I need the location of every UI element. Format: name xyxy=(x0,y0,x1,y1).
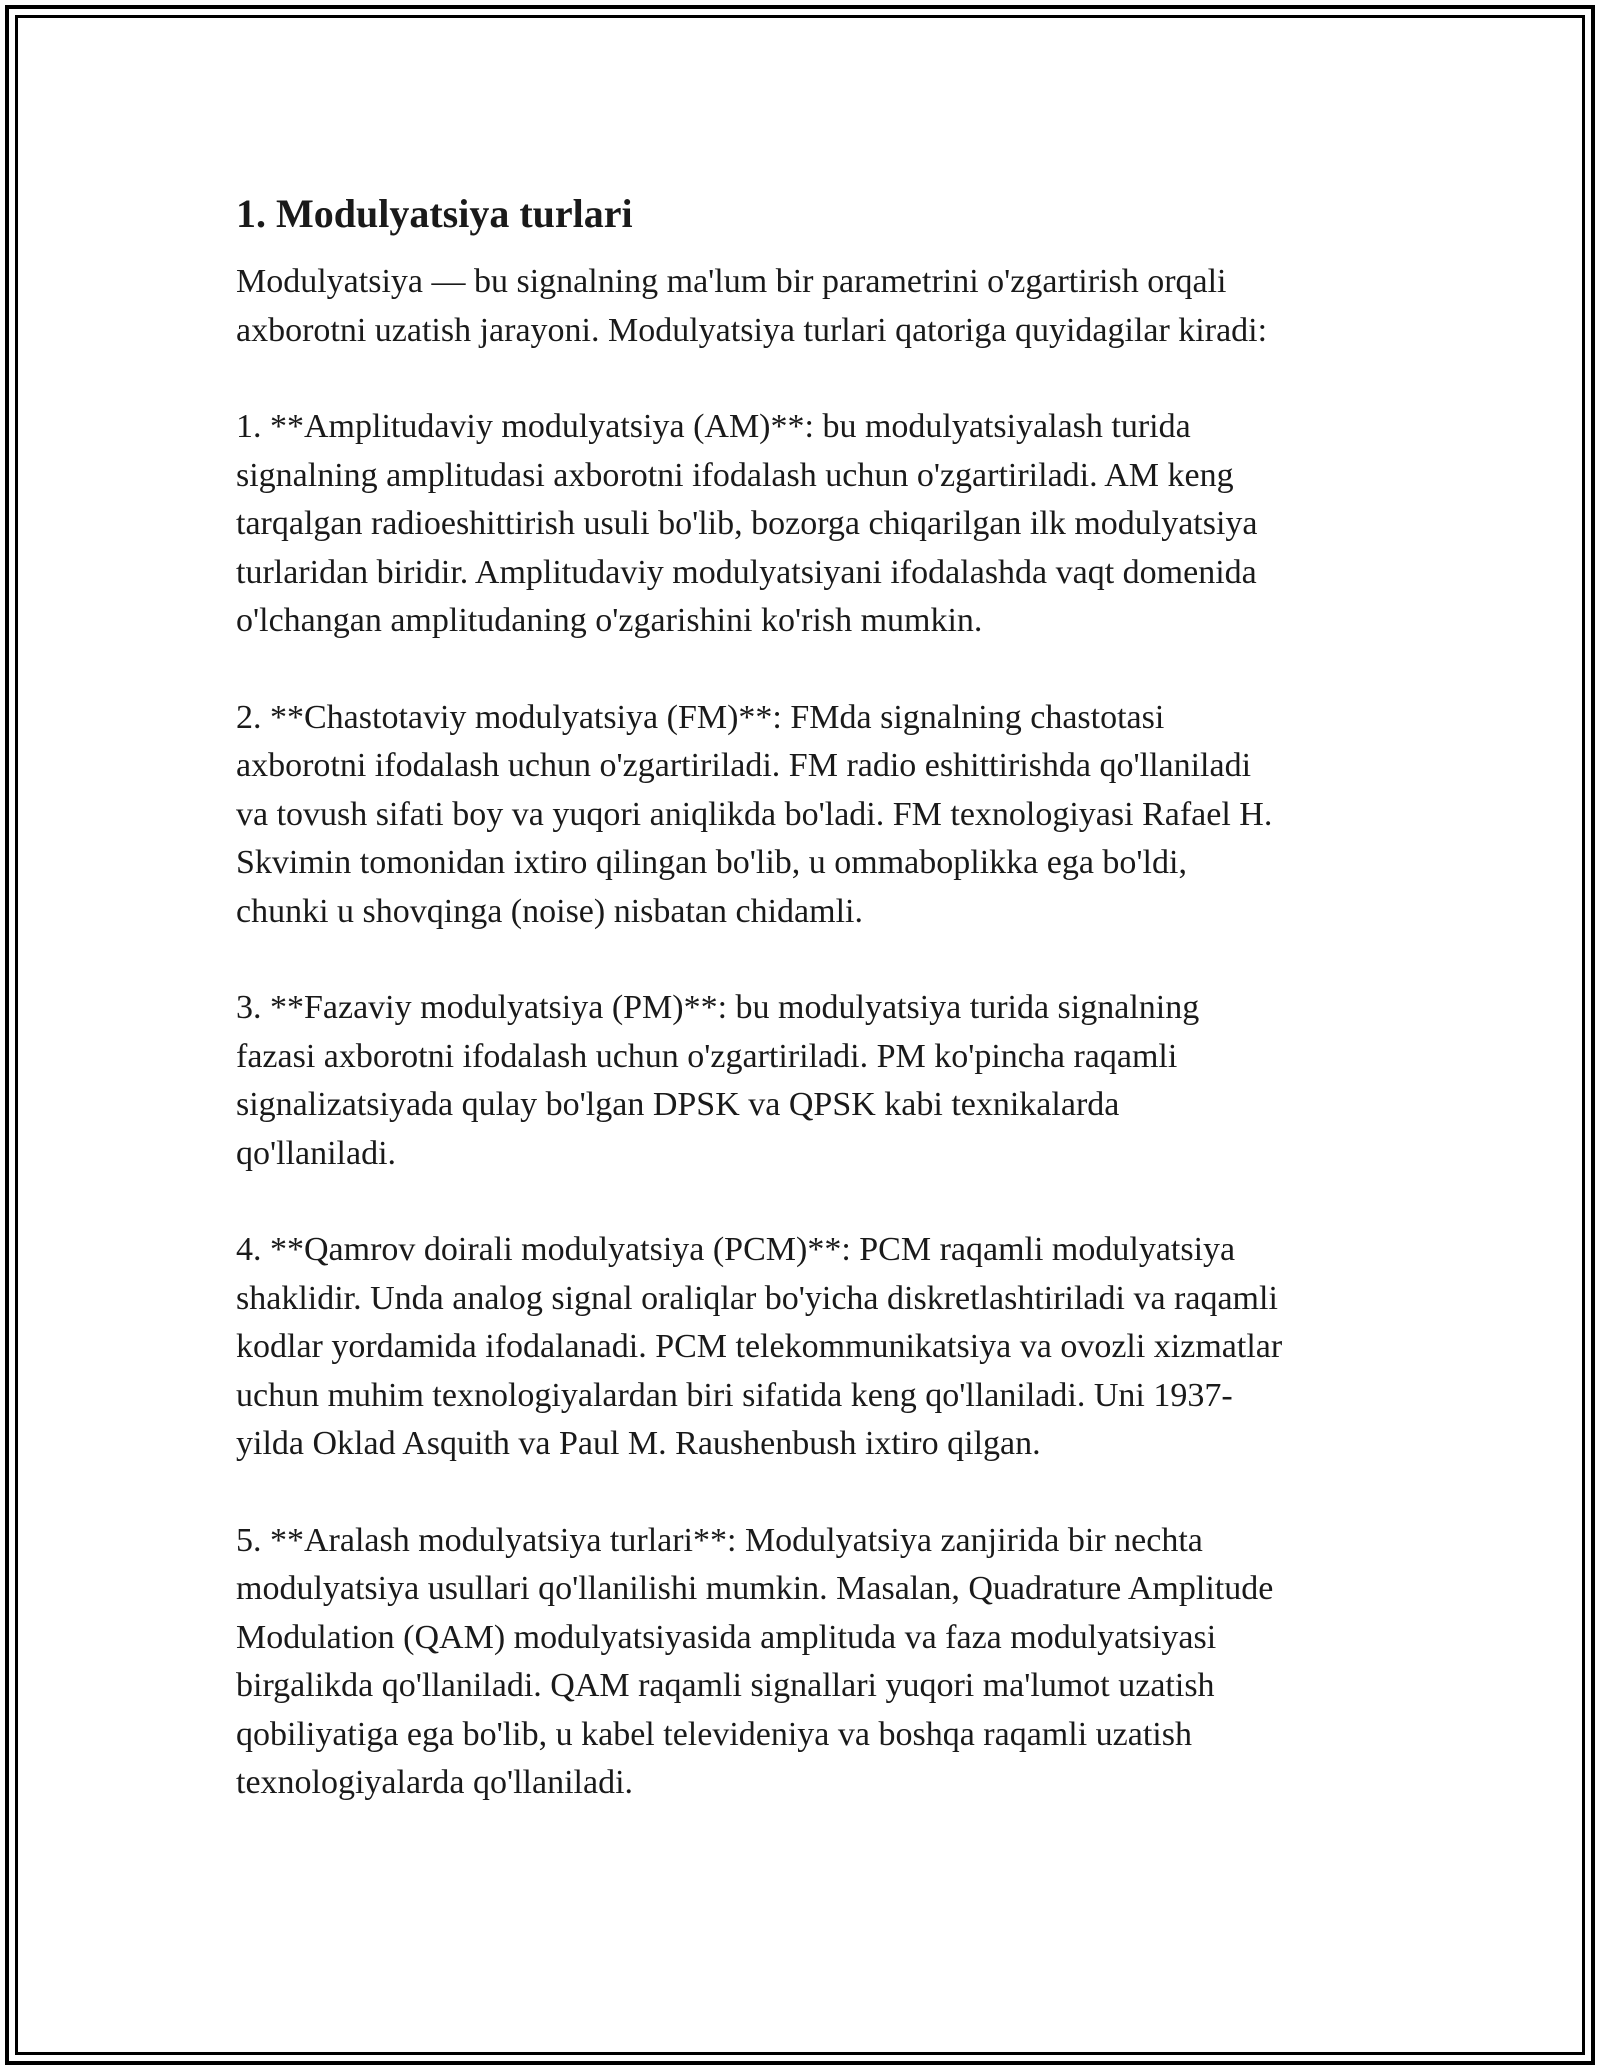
intro-paragraph: Modulyatsiya — bu signalning ma'lum bir parametrini o'zgartirish orqali axborotni uzatish jarayoni. Modulyatsiya turlari qatoriga quyidagilar kiradi: xyxy=(236,263,1268,349)
list-item-pm: 3. **Fazaviy modulyatsiya (PM)**: bu modulyatsiya turida signalning fazasi axborotni ifodalash uchun o'zgartiriladi. PM ko'pincha raqamli signalizatsiyada qulay bo'lgan DPSK va QPSK kabi texnikalarda qo'llaniladi. xyxy=(236,989,1200,1172)
document-body xyxy=(236,188,1366,1808)
list-item-am: 1. **Amplitudaviy modulyatsiya (AM)**: bu modulyatsiyalash turida signalning amplitudasi axborotni ifodalash uchun o'zgartiriladi. AM keng tarqalgan radioeshittirish usuli bo'lib, bozorga chiqarilgan ilk modulyatsiya turlaridan biridir. Amplitudaviy modulyatsiyani ifodalashda vaqt domenida o'lchangan amplitudaning o'zgarishini ko'rish mumkin. xyxy=(236,408,1258,639)
list-item-mixed: 5. **Aralash modulyatsiya turlari**: Modulyatsiya zanjirida bir nechta modulyatsiya usullari qo'llanilishi mumkin. Masalan, Quadrature Amplitude Modulation (QAM) modulyatsiyasida amplituda va faza modulyatsiyasi birgalikda qo'llaniladi. QAM raqamli signallari yuqori ma'lumot uzatish qobiliyatiga ega bo'lib, u kabel televideniya va boshqa raqamli uzatish texnologiyalarda qo'llaniladi. xyxy=(236,1521,1274,1801)
list-item-fm: 2. **Chastotaviy modulyatsiya (FM)**: FMda signalning chastotasi axborotni ifodalash uchun o'zgartiriladi. FM radio eshittirishda qo'llaniladi va tovush sifati boy va yuqori aniqlikda bo'ladi. FM texnologiyasi Rafael H. Skvimin tomonidan ixtiro qilingan bo'lib, u ommaboplikka ega bo'ldi, chunki u shovqinga (noise) nisbatan chidamli. xyxy=(236,698,1273,930)
list-item-pcm: 4. **Qamrov doirali modulyatsiya (PCM)**: PCM raqamli modulyatsiya shaklidir. Unda analog signal oraliqlar bo'yicha diskretlashtiriladi va raqamli kodlar yordamida ifodalanadi. PCM telekommunikatsiya va ovozli xizmatlar uchun muhim texnologiyalardan biri sifatida keng qo'llaniladi. Uni 1937- yilda Oklad Asquith va Paul M. Raushenbush ixtiro qilgan. xyxy=(236,1231,1283,1462)
section-heading: 1. Modulyatsiya turlari xyxy=(236,191,633,236)
